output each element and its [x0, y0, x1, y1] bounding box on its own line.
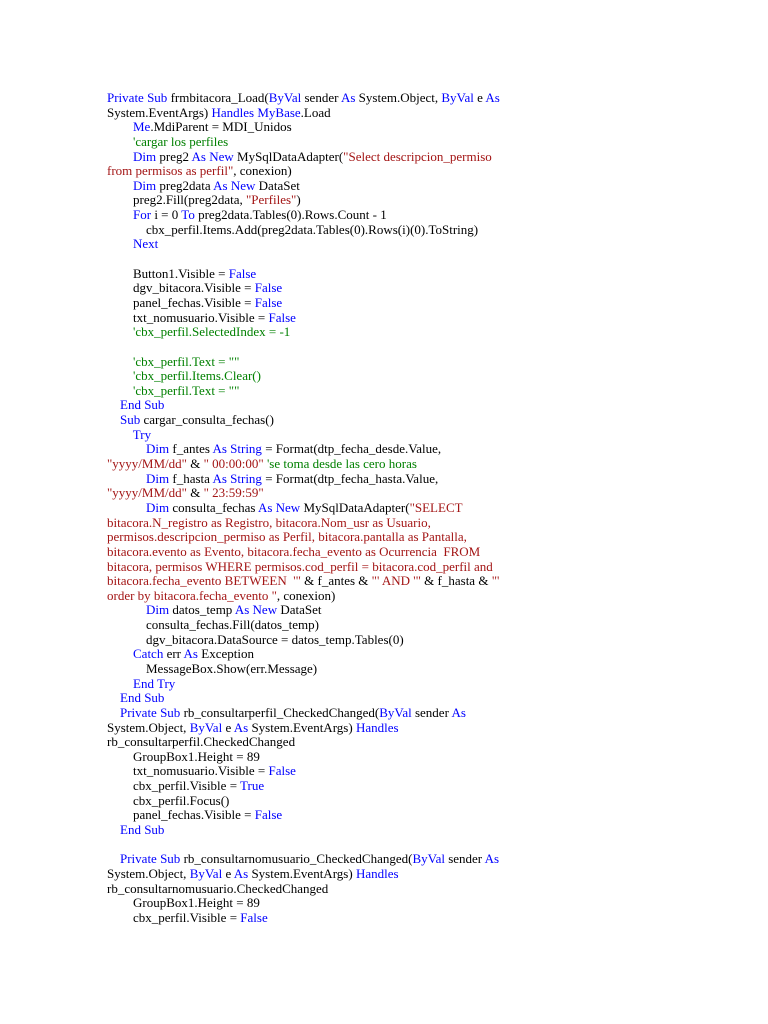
code-keyword: Dim [133, 148, 160, 164]
code-line [107, 545, 707, 560]
code-text: System.Object, [107, 865, 190, 881]
code-text: & f_antes & [300, 573, 372, 589]
code-line [107, 91, 707, 106]
code-line [107, 589, 707, 604]
code-line [107, 516, 707, 531]
code-line [107, 150, 707, 165]
code-string: permisos.descripcion_permiso as Perfil, bitacora.pantalla as Pantalla, [107, 529, 467, 545]
code-keyword: Private Sub [107, 90, 171, 105]
code-keyword: As New [213, 177, 259, 193]
code-line [107, 911, 707, 926]
code-keyword: Next [133, 236, 159, 252]
code-line [107, 852, 707, 867]
code-text: & [186, 485, 204, 501]
code-line [107, 384, 707, 399]
code-keyword: As String [212, 470, 266, 486]
code-keyword: As [340, 90, 359, 105]
code-keyword: As [233, 865, 252, 881]
code-line [107, 896, 707, 911]
code-line [107, 325, 707, 340]
code-text: f_hasta [172, 470, 213, 486]
code-line [107, 340, 707, 355]
code-text [107, 602, 146, 617]
code-keyword: As New [191, 148, 238, 164]
code-text: i = 0 [154, 207, 182, 223]
code-text: txt_nomusuario.Visible = [107, 763, 269, 779]
code-line [107, 208, 707, 223]
code-text [107, 149, 133, 164]
code-line [107, 428, 707, 443]
code-keyword: Handles [355, 865, 399, 881]
code-text [107, 690, 120, 705]
code-keyword: As [183, 646, 202, 662]
code-comment: 'cbx_perfil.SelectedIndex = -1 [133, 324, 291, 340]
code-text [107, 500, 146, 515]
code-keyword: True [240, 778, 265, 794]
code-text: panel_fechas.Visible = [107, 807, 255, 823]
code-keyword: Private Sub [120, 704, 184, 720]
code-keyword: ByVal [379, 704, 415, 720]
code-text: cbx_perfil.Visible = [107, 909, 241, 925]
code-line [107, 838, 707, 853]
code-text [107, 207, 133, 222]
code-line [107, 574, 707, 589]
code-line [107, 764, 707, 779]
code-text: .MdiParent = MDI_Unidos [150, 119, 292, 135]
code-string: bitacora, permisos WHERE permisos.cod_perfil = bitacora.cod_perfil and [107, 558, 493, 574]
code-keyword: End Sub [120, 690, 165, 706]
code-keyword: False [228, 265, 257, 281]
code-line [107, 413, 707, 428]
code-text [107, 354, 133, 369]
code-keyword: As [484, 851, 500, 867]
code-text: Exception [201, 646, 254, 662]
code-keyword: As String [212, 441, 266, 457]
code-line [107, 560, 707, 575]
code-line [107, 355, 707, 370]
code-comment: 'cbx_perfil.Items.Clear() [133, 368, 261, 384]
code-keyword: Dim [146, 499, 173, 515]
code-text: err [166, 646, 184, 662]
code-text: System.Object, [358, 90, 442, 105]
code-text [107, 412, 120, 427]
code-string: " 00:00:00" [203, 456, 264, 472]
code-line [107, 237, 707, 252]
code-line [107, 882, 707, 897]
code-line [107, 398, 707, 413]
code-string: bitacora.fecha_evento BETWEEN '" [107, 573, 301, 589]
code-text: .Load [300, 104, 331, 120]
code-text: System.EventArgs) [251, 865, 356, 881]
code-text: DataSet [258, 177, 300, 193]
code-line [107, 193, 707, 208]
code-text: preg2 [159, 148, 192, 164]
code-text: = Format(dtp_fecha_desde.Value, [265, 441, 442, 457]
code-text: dgv_bitacora.DataSource = datos_temp.Tables(0) [107, 631, 404, 647]
code-keyword: False [268, 763, 296, 779]
code-text [107, 324, 133, 339]
code-text: cbx_perfil.Visible = [107, 778, 241, 794]
code-keyword: Sub [120, 412, 144, 428]
code-string: order by bitacora.fecha_evento " [107, 587, 277, 603]
code-text: , conexion) [233, 163, 292, 179]
code-line [107, 823, 707, 838]
code-line [107, 296, 707, 311]
code-keyword: Dim [133, 177, 160, 193]
code-text: DataSet [280, 602, 322, 618]
code-keyword: As [233, 719, 252, 735]
code-text: rb_consultarperfil_CheckedChanged( [183, 704, 380, 720]
code-string: from permisos as perfil" [107, 163, 234, 179]
code-line [107, 486, 707, 501]
code-line [107, 618, 707, 633]
code-text: e [225, 719, 234, 735]
code-line [107, 311, 707, 326]
code-text: GroupBox1.Height = 89 [107, 895, 260, 911]
code-keyword: Catch [133, 646, 167, 662]
code-line [107, 530, 707, 545]
code-string: "yyyy/MM/dd" [107, 456, 187, 472]
code-text: , conexion) [276, 587, 336, 603]
code-line [107, 691, 707, 706]
code-line [107, 647, 707, 662]
code-keyword: False [254, 280, 283, 296]
code-text: & f_hasta & [420, 573, 492, 589]
code-keyword: Handles [355, 719, 399, 735]
code-string: "' AND '" [371, 573, 421, 589]
code-line [107, 867, 707, 882]
code-keyword: As New [257, 499, 304, 515]
code-text [107, 119, 133, 134]
code-line [107, 735, 707, 750]
code-line [107, 662, 707, 677]
code-text: frmbitacora_Load( [170, 90, 269, 105]
code-text: datos_temp [172, 602, 235, 618]
code-keyword: As [485, 90, 500, 105]
code-string: "' [491, 573, 500, 589]
code-string: bitacora.evento as Evento, bitacora.fecha_evento as Ocurrencia FROM [107, 543, 481, 559]
code-line [107, 267, 707, 282]
code-line [107, 472, 707, 487]
code-keyword: False [254, 294, 283, 310]
code-line [107, 120, 707, 135]
code-text [107, 705, 120, 720]
code-keyword: ByVal [441, 90, 478, 105]
code-text: MySqlDataAdapter( [237, 148, 344, 164]
code-string: "Perfiles" [246, 192, 297, 208]
code-line [107, 442, 707, 457]
code-keyword: For [133, 207, 155, 223]
code-text: rb_consultarnomusuario.CheckedChanged [107, 880, 329, 896]
code-text: System.EventArgs) [251, 719, 356, 735]
code-keyword: As New [234, 602, 281, 618]
code-text [107, 822, 120, 837]
code-text [107, 676, 133, 691]
code-text: dgv_bitacora.Visible = [107, 280, 255, 296]
code-line [107, 252, 707, 267]
code-text: consulta_fechas.Fill(datos_temp) [107, 617, 319, 633]
code-text: txt_nomusuario.Visible = [107, 309, 269, 325]
code-text: Button1.Visible = [107, 265, 229, 281]
code-keyword: ByVal [412, 851, 449, 867]
code-line [107, 677, 707, 692]
code-text: GroupBox1.Height = 89 [107, 748, 260, 764]
code-page [107, 91, 707, 926]
code-keyword: Dim [146, 470, 173, 486]
code-text: e [477, 90, 486, 105]
code-text: preg2data [159, 177, 214, 193]
code-comment: 'cbx_perfil.Text = "" [133, 353, 240, 369]
code-text: MySqlDataAdapter( [303, 499, 410, 515]
code-line [107, 164, 707, 179]
code-keyword: Dim [146, 441, 173, 457]
code-line [107, 750, 707, 765]
code-line [107, 135, 707, 150]
code-keyword: False [254, 807, 283, 823]
code-keyword: Me [133, 119, 151, 135]
code-text: MessageBox.Show(err.Message) [107, 660, 318, 676]
code-line [107, 179, 707, 194]
code-text [107, 646, 133, 661]
code-keyword: End Sub [120, 822, 165, 838]
code-text [107, 236, 133, 251]
code-line [107, 369, 707, 384]
code-keyword: To [181, 207, 199, 223]
code-text: cargar_consulta_fechas() [143, 412, 274, 428]
code-string: bitacora.N_registro as Registro, bitacora.Nom_usr as Usuario, [107, 514, 431, 530]
code-keyword: ByVal [189, 865, 226, 881]
code-text: sender [414, 704, 452, 720]
code-line [107, 223, 707, 238]
code-text: = Format(dtp_fecha_hasta.Value, [265, 470, 439, 486]
code-text [107, 427, 133, 442]
code-text: consulta_fechas [172, 499, 258, 515]
code-text: cbx_perfil.Focus() [107, 792, 230, 808]
code-line [107, 706, 707, 721]
code-text: cbx_perfil.Items.Add(preg2data.Tables(0).Rows(i)(0).ToString) [107, 221, 479, 237]
code-comment: 'se toma desde las cero horas [266, 456, 417, 472]
code-keyword: End Try [133, 675, 176, 691]
code-keyword: ByVal [268, 90, 305, 105]
code-text: preg2data.Tables(0).Rows.Count - 1 [198, 207, 387, 223]
code-text: e [225, 865, 234, 881]
code-text [107, 368, 133, 383]
code-text: rb_consultarnomusuario_CheckedChanged( [183, 851, 413, 867]
code-keyword: As [451, 704, 466, 720]
code-keyword: False [240, 909, 268, 925]
code-text: panel_fechas.Visible = [107, 294, 255, 310]
code-line [107, 808, 707, 823]
code-keyword: Handles MyBase [211, 104, 301, 120]
code-text: & [186, 456, 204, 472]
code-line [107, 721, 707, 736]
code-text: sender [304, 90, 341, 105]
code-keyword: ByVal [189, 719, 226, 735]
code-keyword: Try [132, 426, 152, 442]
code-text: ) [296, 192, 301, 208]
code-line [107, 457, 707, 472]
code-line [107, 281, 707, 296]
code-line [107, 501, 707, 516]
code-text: System.Object, [107, 719, 190, 735]
code-keyword: Private Sub [120, 851, 184, 867]
code-text [107, 178, 133, 193]
code-text [107, 471, 146, 486]
code-string: "Select descripcion_permiso [343, 148, 492, 164]
code-keyword: Dim [146, 602, 173, 618]
code-comment: 'cargar los perfiles [133, 133, 229, 149]
code-text: System.EventArgs) [107, 104, 212, 120]
code-keyword: False [268, 309, 296, 325]
code-text: rb_consultarperfil.CheckedChanged [107, 734, 296, 750]
code-line [107, 603, 707, 618]
code-text [107, 383, 133, 398]
code-text [107, 441, 146, 456]
code-text: preg2.Fill(preg2data, [107, 192, 246, 208]
code-line [107, 779, 707, 794]
code-text: sender [448, 851, 485, 867]
code-text [107, 134, 133, 149]
code-text [107, 851, 120, 866]
code-string: "yyyy/MM/dd" [107, 485, 187, 501]
code-string: "SELECT [409, 499, 463, 515]
code-string: " 23:59:59" [203, 485, 264, 501]
code-line [107, 633, 707, 648]
code-line [107, 794, 707, 809]
code-text [107, 397, 120, 412]
code-keyword: End Sub [120, 397, 165, 413]
code-line [107, 106, 707, 121]
code-comment: 'cbx_perfil.Text = "" [133, 382, 240, 398]
code-text: f_antes [172, 441, 213, 457]
